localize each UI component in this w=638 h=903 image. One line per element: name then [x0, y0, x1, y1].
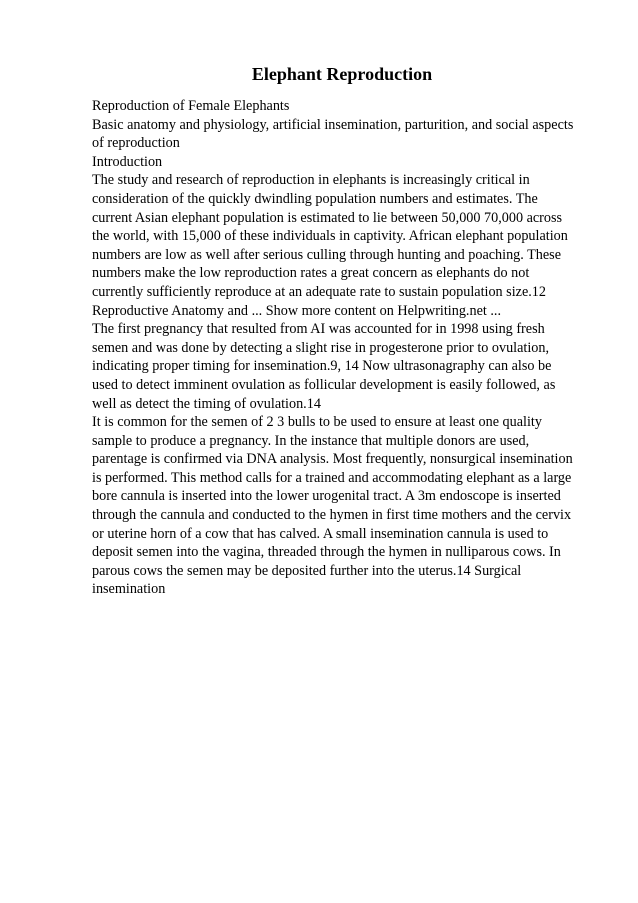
text-line: deposit semen into the vagina, threaded through the hymen in nulliparous cows. In — [92, 544, 561, 561]
text-line: consideration of the quickly dwindling population numbers and estimates. The — [92, 190, 538, 207]
text-line: is performed. This method calls for a trained and accommodating elephant as a large — [92, 469, 572, 486]
document-title: Elephant Reproduction — [251, 64, 433, 84]
text-line: insemination — [92, 581, 166, 598]
text-line: parentage is confirmed via DNA analysis. Most frequently, nonsurgical insemination — [92, 451, 573, 468]
text-line: or uterine horn of a cow that has calved. A small insemination cannula is used to — [92, 525, 549, 542]
text-line: Reproduction of Female Elephants — [92, 98, 290, 114]
text-line: Introduction — [92, 153, 163, 170]
text-line: sample to produce a pregnancy. In the instance that multiple donors are used, — [92, 432, 530, 449]
text-line: indicating proper timing for insemination.9, 14 Now ultrasonagraphy can also be — [92, 358, 552, 375]
text-line: The first pregnancy that resulted from AI was accounted for in 1998 using fresh — [92, 321, 545, 338]
text-line: Reproductive Anatomy and ... Show more content on Helpwriting.net ... — [92, 302, 501, 319]
text-line: the world, with 15,000 of these individuals in captivity. African elephant population — [92, 228, 568, 245]
text-line: Basic anatomy and physiology, artificial insemination, parturition, and social aspects — [92, 116, 574, 133]
text-line: through the cannula and conducted to the hymen in first time mothers and the cervix — [92, 507, 572, 524]
text-line: currently sufficiently reproduce at an adequate rate to sustain population size.12 — [92, 283, 546, 300]
text-line: numbers are low as well after serious culling through hunting and poaching. These — [92, 246, 561, 263]
text-line: bore cannula is inserted into the lower urogenital tract. A 3m endoscope is inserted — [92, 488, 561, 505]
text-line: The study and research of reproduction in elephants is increasingly critical in — [92, 172, 530, 189]
document-body — [92, 97, 592, 599]
text-line: current Asian elephant population is estimated to lie between 50,000 70,000 across — [92, 209, 563, 226]
text-line: numbers make the low reproduction rates a great concern as elephants do not — [92, 265, 530, 282]
text-line: It is common for the semen of 2 3 bulls to be used to ensure at least one quality — [92, 414, 542, 431]
text-line: well as detect the timing of ovulation.14 — [92, 395, 321, 412]
text-line: of reproduction — [92, 135, 180, 152]
text-line: parous cows the semen may be deposited further into the uterus.14 Surgical — [92, 562, 522, 579]
text-line: semen and was done by detecting a slight rise in progesterone prior to ovulation, — [92, 339, 550, 356]
text-line: used to detect imminent ovulation as follicular development is easily followed, as — [92, 376, 556, 393]
